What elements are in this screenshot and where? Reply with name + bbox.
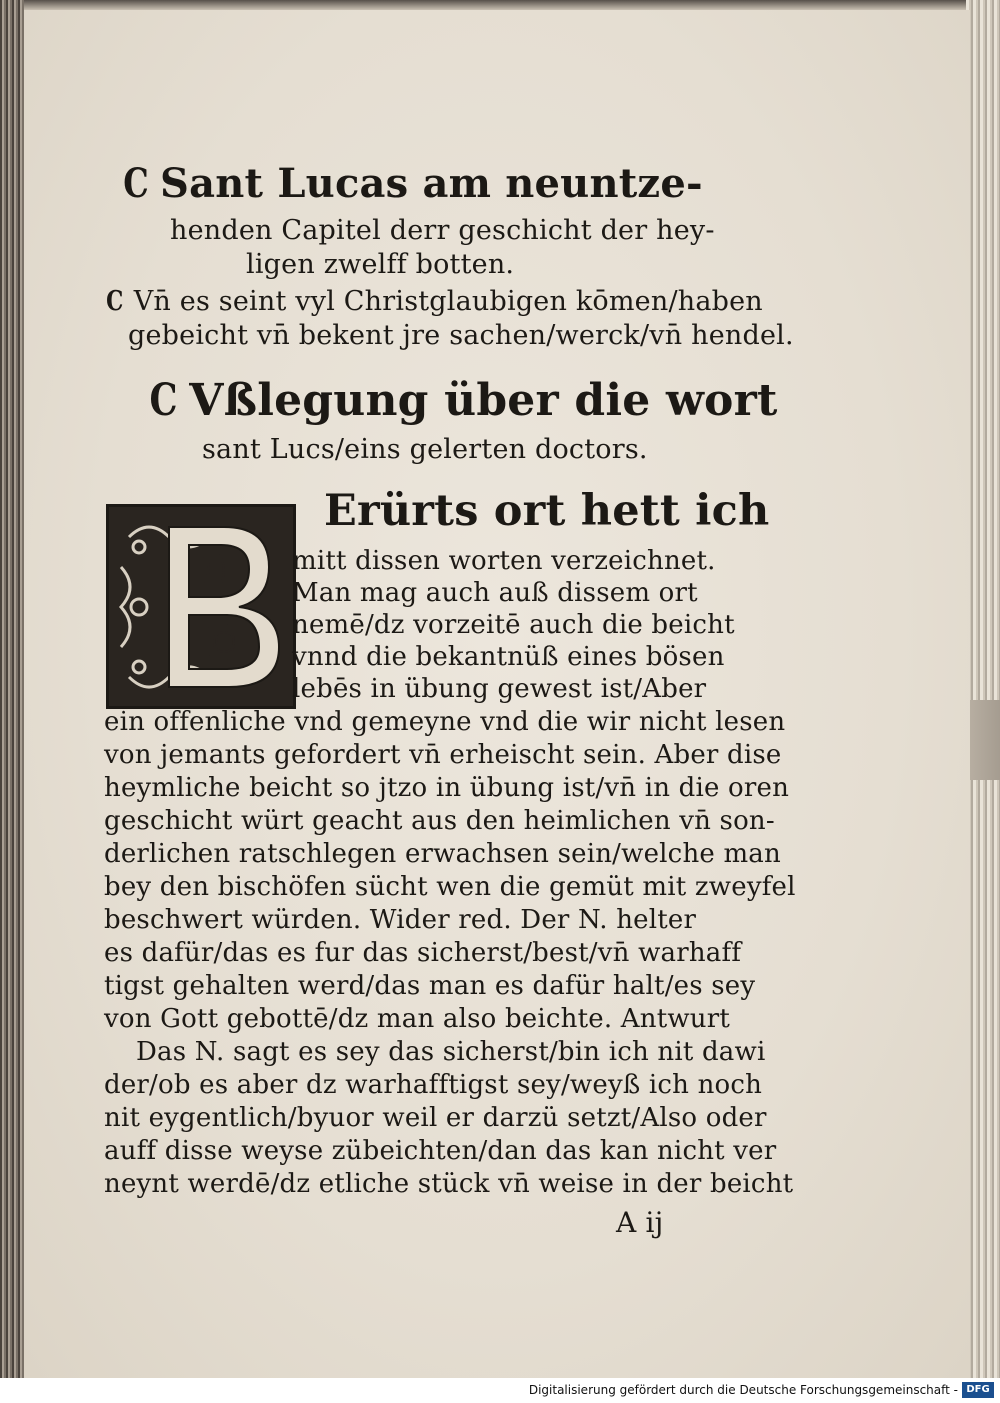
heading-line-4 bbox=[104, 286, 763, 317]
body-line: derlichen ratschlegen erwachsen sein/welche man bbox=[104, 839, 781, 869]
book-gutter bbox=[0, 0, 24, 1378]
subheading-line-1 bbox=[146, 375, 778, 426]
dfg-logo-icon: DFG bbox=[962, 1382, 994, 1398]
body-line: Das N. sagt es sey das sicherst/bin ich nit dawi bbox=[136, 1037, 766, 1067]
heading-line-2: henden Capitel derr geschicht der hey- bbox=[170, 215, 715, 246]
book-page bbox=[24, 10, 970, 1378]
body-line: lebēs in übung gewest ist/Aber bbox=[292, 674, 707, 704]
initial-ornament bbox=[109, 507, 293, 706]
body-line: beschwert würden. Wider red. Der N. helter bbox=[104, 905, 697, 935]
pilcrow-mark: C bbox=[149, 375, 178, 426]
body-line: von Gott gebottē/dz man also beichte. Antwurt bbox=[104, 1004, 731, 1034]
body-line: neynt werdē/dz etliche stück vn̄ weise in der beicht bbox=[104, 1169, 794, 1199]
body-line: bey den bischöfen sücht wen die gemüt mit zweyfel bbox=[104, 872, 796, 902]
decorated-initial bbox=[106, 504, 296, 709]
page-stack-edge bbox=[966, 0, 1000, 1378]
body-line: vnnd die bekantnüß eines bösen bbox=[292, 642, 725, 672]
body-line: ein offenliche vnd gemeyne vnd die wir nicht lesen bbox=[104, 707, 786, 737]
body-line: Man mag auch auß dissem ort bbox=[292, 578, 698, 608]
body-line: auff disse weyse zübeichten/dan das kan nicht ver bbox=[104, 1136, 777, 1166]
body-line: der/ob es aber dz warhafftigst sey/weyß ich noch bbox=[104, 1070, 763, 1100]
body-line: mitt dissen worten verzeichnet. bbox=[292, 546, 716, 576]
body-line: es dafür/das es fur das sicherst/best/vn̄ warhaff bbox=[104, 938, 742, 968]
heading-line-5: gebeicht vn̄ bekent jre sachen/werck/vn̄ hendel. bbox=[128, 320, 794, 351]
body-line: heymliche beicht so jtzo in übung ist/vn̄ in die oren bbox=[104, 773, 790, 803]
pilcrow-mark: C bbox=[106, 286, 124, 317]
book-top-edge bbox=[0, 0, 1000, 10]
body-line: nemē/dz vorzeitē auch die beicht bbox=[292, 610, 735, 640]
subheading-line-2: sant Lucs/eins gelerten doctors. bbox=[202, 434, 648, 465]
signature-mark: A ij bbox=[616, 1206, 664, 1239]
body-line: tigst gehalten werd/das man es dafür halt/es sey bbox=[104, 971, 756, 1001]
body-first-line: Erürts ort hett ich bbox=[324, 486, 770, 536]
heading-text: Vn̄ es seint vyl Christglaubigen kōmen/haben bbox=[133, 286, 763, 317]
heading-text: Sant Lucas am neuntze- bbox=[160, 160, 703, 207]
subheading-text: Vßlegung über die wort bbox=[189, 375, 778, 426]
heading-line-1 bbox=[120, 160, 703, 207]
pilcrow-mark: C bbox=[123, 160, 149, 207]
heading-line-3: ligen zwelff botten. bbox=[246, 249, 515, 280]
body-line: geschicht würt geacht aus den heimlichen vn̄ son- bbox=[104, 806, 775, 836]
footer-bar bbox=[0, 1378, 1000, 1403]
footer-credit: Digitalisierung gefördert durch die Deutsche Forschungsgemeinschaft - bbox=[528, 1383, 958, 1397]
body-line: nit eygentlich/byuor weil er darzü setzt/Also oder bbox=[104, 1103, 767, 1133]
body-line: von jemants gefordert vn̄ erheischt sein. Aber dise bbox=[104, 740, 782, 770]
